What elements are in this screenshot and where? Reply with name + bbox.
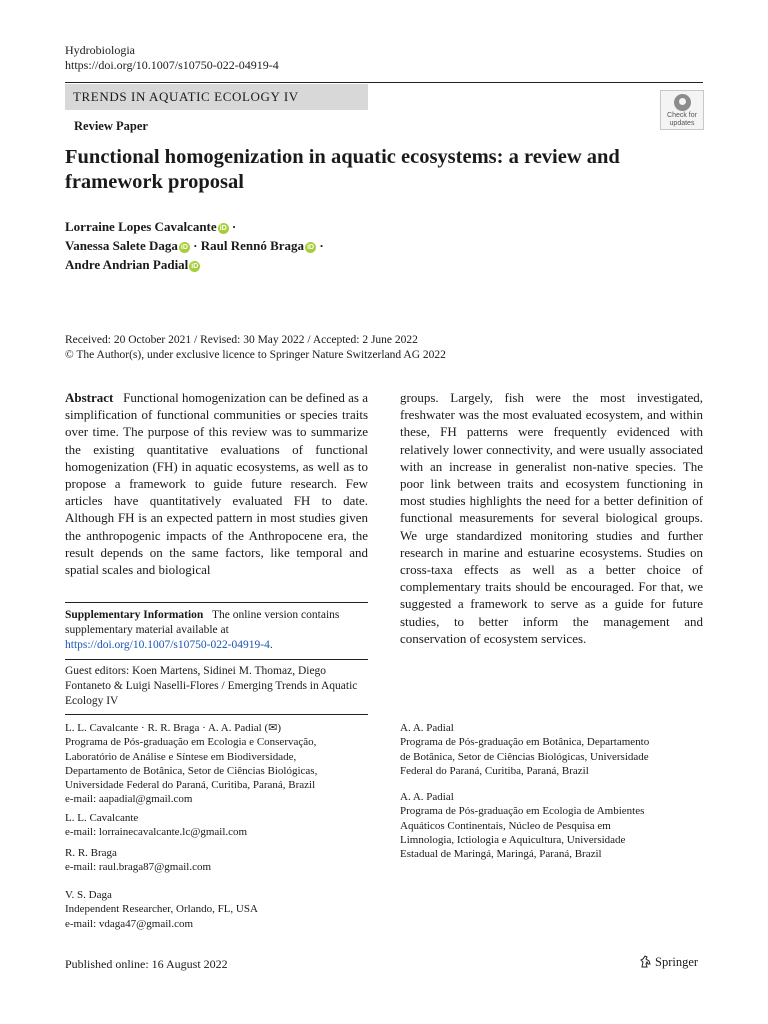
publisher-name: Springer bbox=[655, 955, 699, 969]
check-updates-icon bbox=[674, 94, 691, 111]
affiliation-line: Universidade Federal do Paraná, Curitiba, Paraná, Brazil bbox=[65, 779, 316, 792]
check-for-updates-badge[interactable] bbox=[660, 90, 704, 130]
article-title: Functional homogenization in aquatic ecosystems: a review and framework proposal bbox=[65, 146, 620, 193]
orcid-icon[interactable]: iD bbox=[307, 244, 315, 251]
journal-header bbox=[65, 43, 279, 73]
orcid-icon[interactable]: iD bbox=[180, 244, 188, 251]
affiliation-line: Laboratório de Análise e Síntese em Biodiversidade, bbox=[65, 750, 297, 763]
check-updates-line2: updates bbox=[669, 120, 695, 127]
affiliation-block-1 bbox=[65, 721, 368, 807]
affiliation-email[interactable]: e-mail: aapadial@gmail.com bbox=[65, 793, 193, 806]
author-list bbox=[65, 217, 485, 274]
affiliation-block-5 bbox=[400, 721, 703, 778]
author-name[interactable]: Lorraine Lopes Cavalcante bbox=[65, 219, 217, 234]
supplementary-rule bbox=[65, 602, 368, 603]
affiliation-line: de Botânica, Setor de Ciências Biológicas, Universidade bbox=[400, 750, 649, 763]
supplementary-text: The online version contains supplementary material available at bbox=[65, 609, 340, 636]
orcid-icon[interactable]: iD bbox=[219, 225, 227, 232]
supplementary-end: . bbox=[269, 639, 273, 651]
orcid-icon[interactable]: iD bbox=[191, 263, 199, 270]
doi-link[interactable]: https://doi.org/10.1007/s10750-022-04919-4 bbox=[65, 58, 279, 72]
guest-editors-rule bbox=[65, 659, 368, 660]
abstract-right-column: groups. Largely, fish were the most investigated, freshwater was the most evaluated ecosystem, and within these, FH patterns were frequently evidenced with relatively lower connectivity, and were usually associated with an increase in generalist non-native species. The poor link between traits and ecosystem functioning in most studies highlights the need for a better definition of functional measurements for several biological groups. We urge standardized monitoring studies and further research in marine and estuarine ecosystems. Studies on cross-taxa effects as well as a better choice of complementary traits should be encouraged. For that, we suggested a framework to serve as a guide for future studies, to better inform the management and conservation of ecosystem services. bbox=[400, 390, 703, 646]
abstract-label: Abstract bbox=[65, 390, 114, 405]
affiliation-names: V. S. Daga bbox=[65, 889, 112, 901]
affiliation-email[interactable]: e-mail: vdaga47@gmail.com bbox=[65, 917, 194, 930]
affiliation-names: A. A. Padial bbox=[400, 722, 454, 734]
abstract-text-left: Functional homogenization can be defined as a simplification of functional communities or species traits over time. The purpose of this review was to summarize the existing quantitative evaluations of functional homogenization (FH) in aquatic ecosystems, as well as to propose a framework to guide future research. Few articles have quantitatively evaluated FH to date. Although FH is an expected pattern in most studies given the anthropogenic impacts of the Anthropocene era, the result depends on the same factors, like temporal and spatial scales and biological bbox=[65, 390, 368, 578]
affiliation-line: Programa de Pós-graduação em Ecologia de Ambientes bbox=[400, 805, 645, 818]
affiliation-line: Programa de Pós-graduação em Botânica, Departamento bbox=[400, 736, 650, 749]
affiliation-block-6 bbox=[400, 790, 703, 861]
published-online: Published online: 16 August 2022 bbox=[65, 957, 228, 971]
affiliation-names: L. L. Cavalcante bbox=[65, 812, 139, 824]
journal-name: Hydrobiologia bbox=[65, 43, 135, 57]
springer-logo bbox=[640, 955, 698, 970]
affiliation-line: Federal do Paraná, Curitiba, Paraná, Brazil bbox=[400, 764, 589, 777]
guest-editors: Guest editors: Koen Martens, Sidinei M. Thomaz, Diego Fontaneto & Luigi Naselli-Flores / Emerging Trends in Aquatic Ecology IV bbox=[65, 665, 358, 707]
affiliation-line: Aquáticos Continentais, Núcleo de Pesquisa em bbox=[400, 819, 611, 832]
supplementary-link[interactable]: https://doi.org/10.1007/s10750-022-04919-4 bbox=[65, 639, 270, 651]
affiliation-line: Independent Researcher, Orlando, FL, USA bbox=[65, 903, 258, 916]
affiliation-names: L. L. Cavalcante · R. R. Braga · A. A. Padial (✉) bbox=[65, 722, 282, 734]
affiliation-block-2 bbox=[65, 811, 368, 840]
affiliation-line: Departamento de Botânica, Setor de Ciências Biológicas, bbox=[65, 764, 318, 777]
affiliation-names: R. R. Braga bbox=[65, 847, 117, 859]
affiliation-block-3 bbox=[65, 846, 368, 875]
affiliation-line: Limnologia, Ictiologia e Aquicultura, Universidade bbox=[400, 833, 626, 846]
affiliation-email[interactable]: e-mail: lorrainecavalcante.lc@gmail.com bbox=[65, 826, 248, 839]
abstract-left-column bbox=[65, 389, 368, 578]
check-updates-line1: Check for bbox=[667, 112, 697, 119]
supplementary-info bbox=[65, 608, 368, 653]
author-name[interactable]: Raul Rennó Braga bbox=[200, 238, 305, 253]
springer-horse-icon bbox=[640, 955, 651, 968]
author-separator: · bbox=[316, 238, 324, 253]
supplementary-label: Supplementary Information bbox=[65, 609, 204, 621]
author-line-1 bbox=[65, 217, 485, 236]
article-history bbox=[65, 333, 446, 363]
paper-type: Review Paper bbox=[74, 119, 148, 133]
affiliation-line: Estadual de Maringá, Maringá, Paraná, Brazil bbox=[400, 848, 602, 861]
author-separator: · bbox=[189, 238, 198, 253]
author-name[interactable]: Andre Andrian Padial bbox=[65, 257, 189, 272]
copyright-line: © The Author(s), under exclusive licence to Springer Nature Switzerland AG 2022 bbox=[65, 349, 446, 361]
received-dates: Received: 20 October 2021 / Revised: 30 May 2022 / Accepted: 2 June 2022 bbox=[65, 334, 418, 346]
header-rule bbox=[65, 82, 703, 83]
author-line-3 bbox=[65, 255, 485, 274]
affiliation-names: A. A. Padial bbox=[400, 791, 454, 803]
series-banner: TRENDS IN AQUATIC ECOLOGY IV bbox=[65, 84, 368, 110]
author-separator: · bbox=[228, 219, 237, 234]
affiliation-line: Programa de Pós-graduação em Ecologia e Conservação, bbox=[65, 736, 317, 749]
affiliations-rule bbox=[65, 714, 368, 715]
author-line-2 bbox=[65, 236, 485, 255]
affiliation-email[interactable]: e-mail: raul.braga87@gmail.com bbox=[65, 861, 212, 874]
author-name[interactable]: Vanessa Salete Daga bbox=[65, 238, 178, 253]
affiliation-block-4 bbox=[65, 888, 368, 931]
